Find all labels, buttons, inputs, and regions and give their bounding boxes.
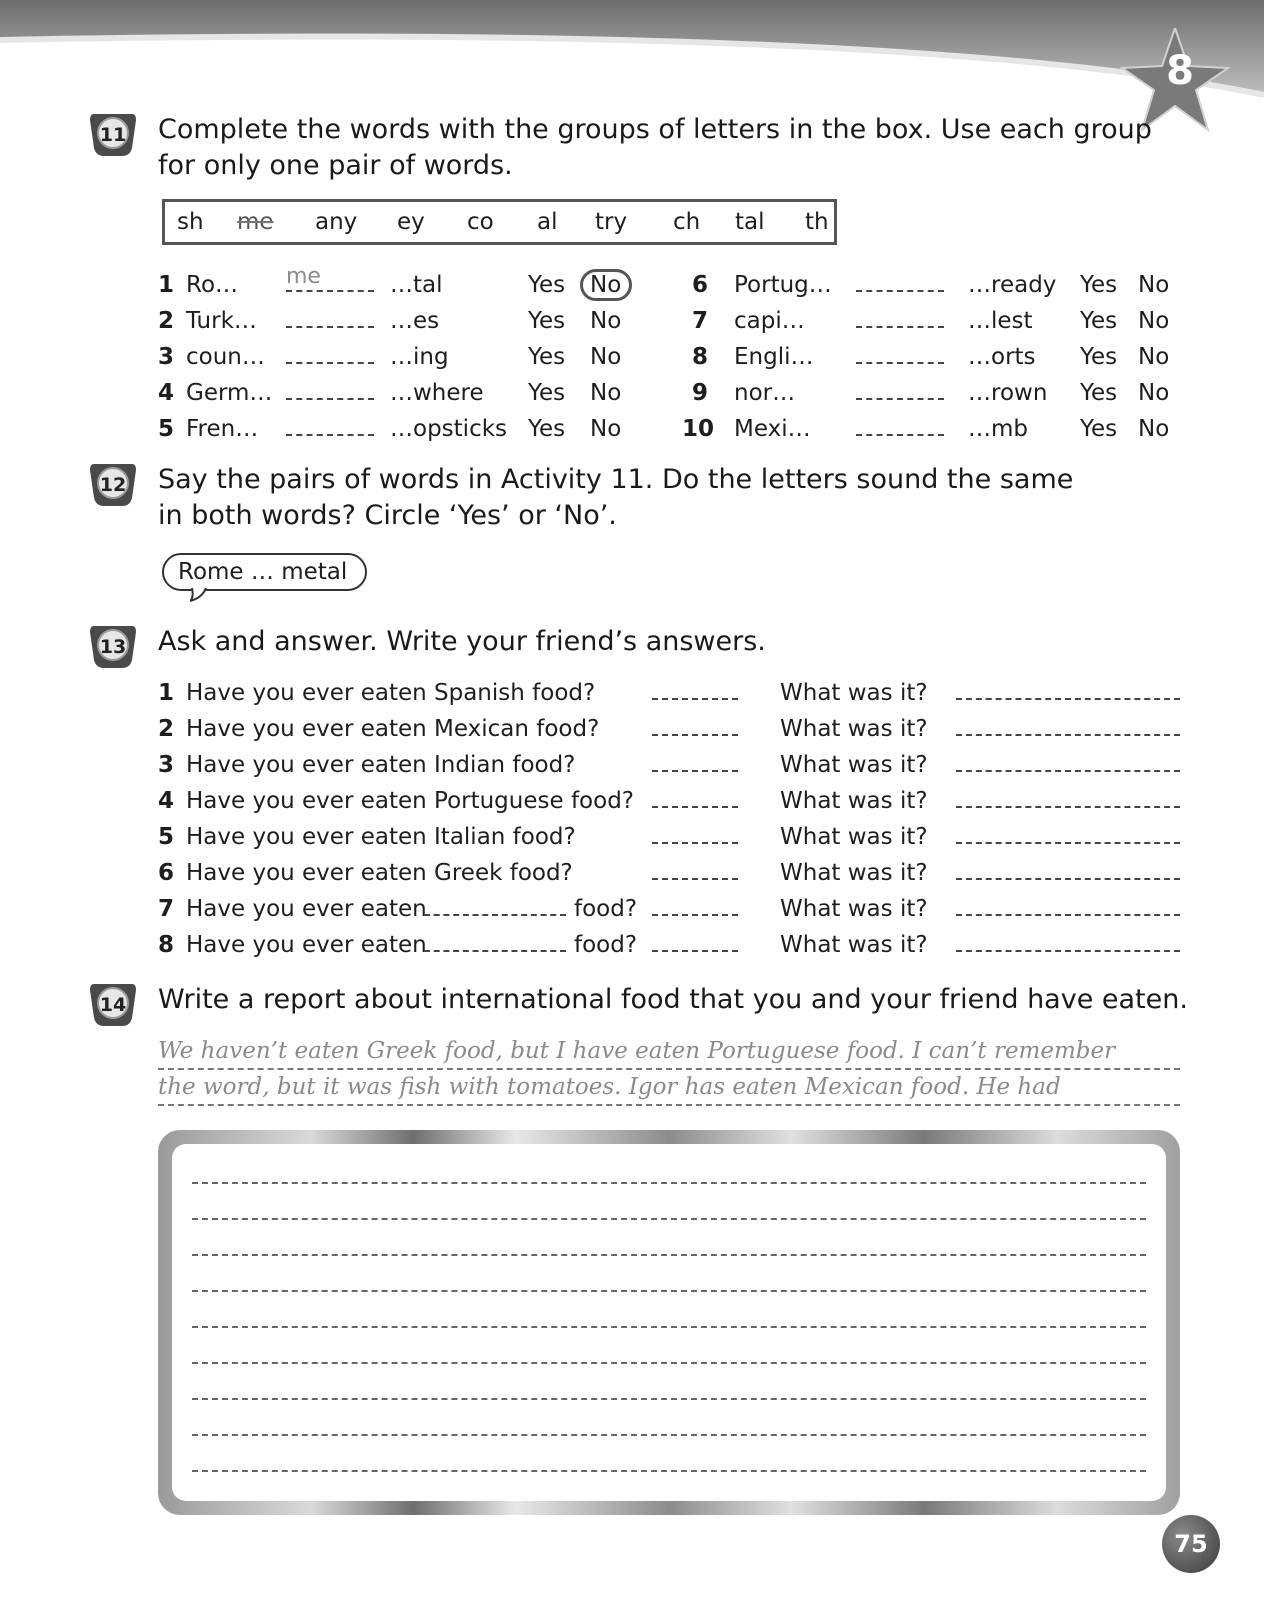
letter-group-crossed: me	[237, 209, 274, 235]
letter-group: tal	[735, 209, 765, 235]
yes-option[interactable]: Yes	[528, 380, 566, 406]
letter-group: co	[467, 209, 494, 235]
yes-option[interactable]: Yes	[1080, 416, 1118, 442]
letter-group: try	[595, 209, 628, 235]
word-pair-item: 8 Engli… …orts Yes No	[692, 340, 1182, 374]
what-was-it-blank[interactable]	[956, 712, 1180, 736]
question-number: 5	[158, 824, 175, 850]
no-option[interactable]: No	[1138, 416, 1170, 442]
question-row	[158, 748, 1180, 782]
question-number: 1	[158, 680, 175, 706]
follow-up-question: What was it?	[780, 680, 928, 706]
follow-up-question: What was it?	[780, 896, 928, 922]
answer-blank[interactable]	[652, 928, 738, 952]
yes-option[interactable]: Yes	[1080, 344, 1118, 370]
what-was-it-blank[interactable]	[956, 748, 1180, 772]
word-pair-item: 6 Portug… …ready Yes No	[692, 268, 1182, 302]
answer-blank[interactable]	[286, 304, 374, 328]
answer-blank[interactable]	[286, 412, 374, 436]
no-option[interactable]: No	[590, 272, 622, 298]
yes-option[interactable]: Yes	[528, 416, 566, 442]
activity-badge: 11	[86, 108, 140, 162]
follow-up-question: What was it?	[780, 824, 928, 850]
question-number: 3	[158, 752, 175, 778]
yes-option[interactable]: Yes	[528, 308, 566, 334]
what-was-it-blank[interactable]	[956, 784, 1180, 808]
yes-option[interactable]: Yes	[1080, 308, 1118, 334]
question-number: 8	[158, 932, 175, 958]
answer-blank[interactable]	[652, 676, 738, 700]
word-pair-item: 10 Mexi… …mb Yes No	[692, 412, 1182, 446]
answer-blank[interactable]	[856, 340, 944, 364]
no-option[interactable]: No	[590, 416, 622, 442]
letter-group: ch	[673, 209, 701, 235]
answer-blank[interactable]	[856, 376, 944, 400]
word-pair-item: 3 coun… …ing Yes No	[158, 340, 658, 374]
activity-badge: 13	[86, 620, 140, 674]
question-text: Have you ever eaten Greek food?	[186, 860, 573, 886]
question-text: Have you ever eaten	[186, 896, 427, 922]
no-option[interactable]: No	[1138, 380, 1170, 406]
word-pair-item: 1 Ro… me …tal Yes No	[158, 268, 658, 302]
letter-group: any	[315, 209, 358, 235]
what-was-it-blank[interactable]	[956, 928, 1180, 952]
letter-groups-box	[162, 199, 837, 245]
yes-option[interactable]: Yes	[528, 344, 566, 370]
answer-blank[interactable]	[652, 892, 738, 916]
activity-instruction: Ask and answer. Write your friend’s answers.	[158, 626, 766, 657]
page-number: 75	[1162, 1515, 1220, 1573]
follow-up-question: What was it?	[780, 716, 928, 742]
question-row	[158, 892, 1180, 926]
activity-instruction: Write a report about international food that you and your friend have eaten.	[158, 984, 1188, 1015]
question-row	[158, 676, 1180, 710]
what-was-it-blank[interactable]	[956, 676, 1180, 700]
activity-instruction: Say the pairs of words in Activity 11. Do the letters sound the same in both words? Circle ‘Yes’ or ‘No’.	[158, 464, 1074, 531]
what-was-it-blank[interactable]	[956, 892, 1180, 916]
answer-blank[interactable]	[856, 268, 944, 292]
letter-group: sh	[177, 209, 204, 235]
what-was-it-blank[interactable]	[956, 856, 1180, 880]
word-pair-item: 4 Germ… …where Yes No	[158, 376, 658, 410]
answer-blank[interactable]	[286, 340, 374, 364]
answer-blank[interactable]	[652, 820, 738, 844]
question-number: 4	[158, 788, 175, 814]
activity-badge: 14	[86, 978, 140, 1032]
writing-area[interactable]	[172, 1144, 1166, 1501]
question-number: 6	[158, 860, 175, 886]
sample-answer-line: the word, but it was fish with tomatoes. Igor has eaten Mexican food. He had	[158, 1070, 1180, 1106]
yes-option[interactable]: Yes	[528, 272, 566, 298]
question-text: Have you ever eaten Spanish food?	[186, 680, 596, 706]
unit-number: 8	[1166, 48, 1194, 94]
no-option[interactable]: No	[590, 308, 622, 334]
follow-up-question: What was it?	[780, 788, 928, 814]
question-text: Have you ever eaten Italian food?	[186, 824, 576, 850]
food-blank[interactable]	[424, 928, 566, 952]
follow-up-question: What was it?	[780, 752, 928, 778]
answer-blank[interactable]	[652, 784, 738, 808]
yes-option[interactable]: Yes	[1080, 272, 1118, 298]
word-pair-item: 7 capi… …lest Yes No	[692, 304, 1182, 338]
no-option[interactable]: No	[590, 380, 622, 406]
question-text: Have you ever eaten Portuguese food?	[186, 788, 635, 814]
letter-group: ey	[397, 209, 425, 235]
no-option[interactable]: No	[590, 344, 622, 370]
question-text: Have you ever eaten Indian food?	[186, 752, 576, 778]
activity-instruction: Complete the words with the groups of letters in the box. Use each group for only one pair of words.	[158, 114, 1152, 181]
answer-blank[interactable]: me	[286, 268, 374, 292]
letter-group: th	[805, 209, 829, 235]
question-text-end: food?	[574, 896, 638, 922]
food-blank[interactable]	[424, 892, 566, 916]
question-text: Have you ever eaten Mexican food?	[186, 716, 600, 742]
question-row	[158, 928, 1180, 962]
follow-up-question: What was it?	[780, 932, 928, 958]
activity-badge: 12	[86, 458, 140, 512]
question-text: Have you ever eaten	[186, 932, 427, 958]
follow-up-question: What was it?	[780, 860, 928, 886]
writing-frame	[158, 1130, 1180, 1515]
letter-group: al	[537, 209, 558, 235]
answer-blank[interactable]	[652, 748, 738, 772]
question-row	[158, 784, 1180, 818]
word-pair-item: 9 nor… …rown Yes No	[692, 376, 1182, 410]
answer-blank[interactable]	[856, 304, 944, 328]
circled-answer	[580, 269, 632, 301]
answer-blank[interactable]	[652, 712, 738, 736]
question-text-end: food?	[574, 932, 638, 958]
question-row	[158, 820, 1180, 854]
answer-blank[interactable]	[286, 376, 374, 400]
question-number: 7	[158, 896, 175, 922]
no-option[interactable]: No	[1138, 272, 1170, 298]
question-row	[158, 712, 1180, 746]
answer-blank[interactable]	[856, 412, 944, 436]
top-banner	[0, 0, 1264, 110]
yes-option[interactable]: Yes	[1080, 380, 1118, 406]
question-row	[158, 856, 1180, 890]
what-was-it-blank[interactable]	[956, 820, 1180, 844]
word-pair-item: 2 Turk… …es Yes No	[158, 304, 658, 338]
speech-text: Rome … metal	[178, 559, 348, 585]
sample-answer-line: We haven’t eaten Greek food, but I have eaten Portuguese food. I can’t remember	[158, 1034, 1180, 1070]
no-option[interactable]: No	[1138, 308, 1170, 334]
answer-blank[interactable]	[652, 856, 738, 880]
word-pair-item: 5 Fren… …opsticks Yes No	[158, 412, 658, 446]
question-number: 2	[158, 716, 175, 742]
no-option[interactable]: No	[1138, 344, 1170, 370]
